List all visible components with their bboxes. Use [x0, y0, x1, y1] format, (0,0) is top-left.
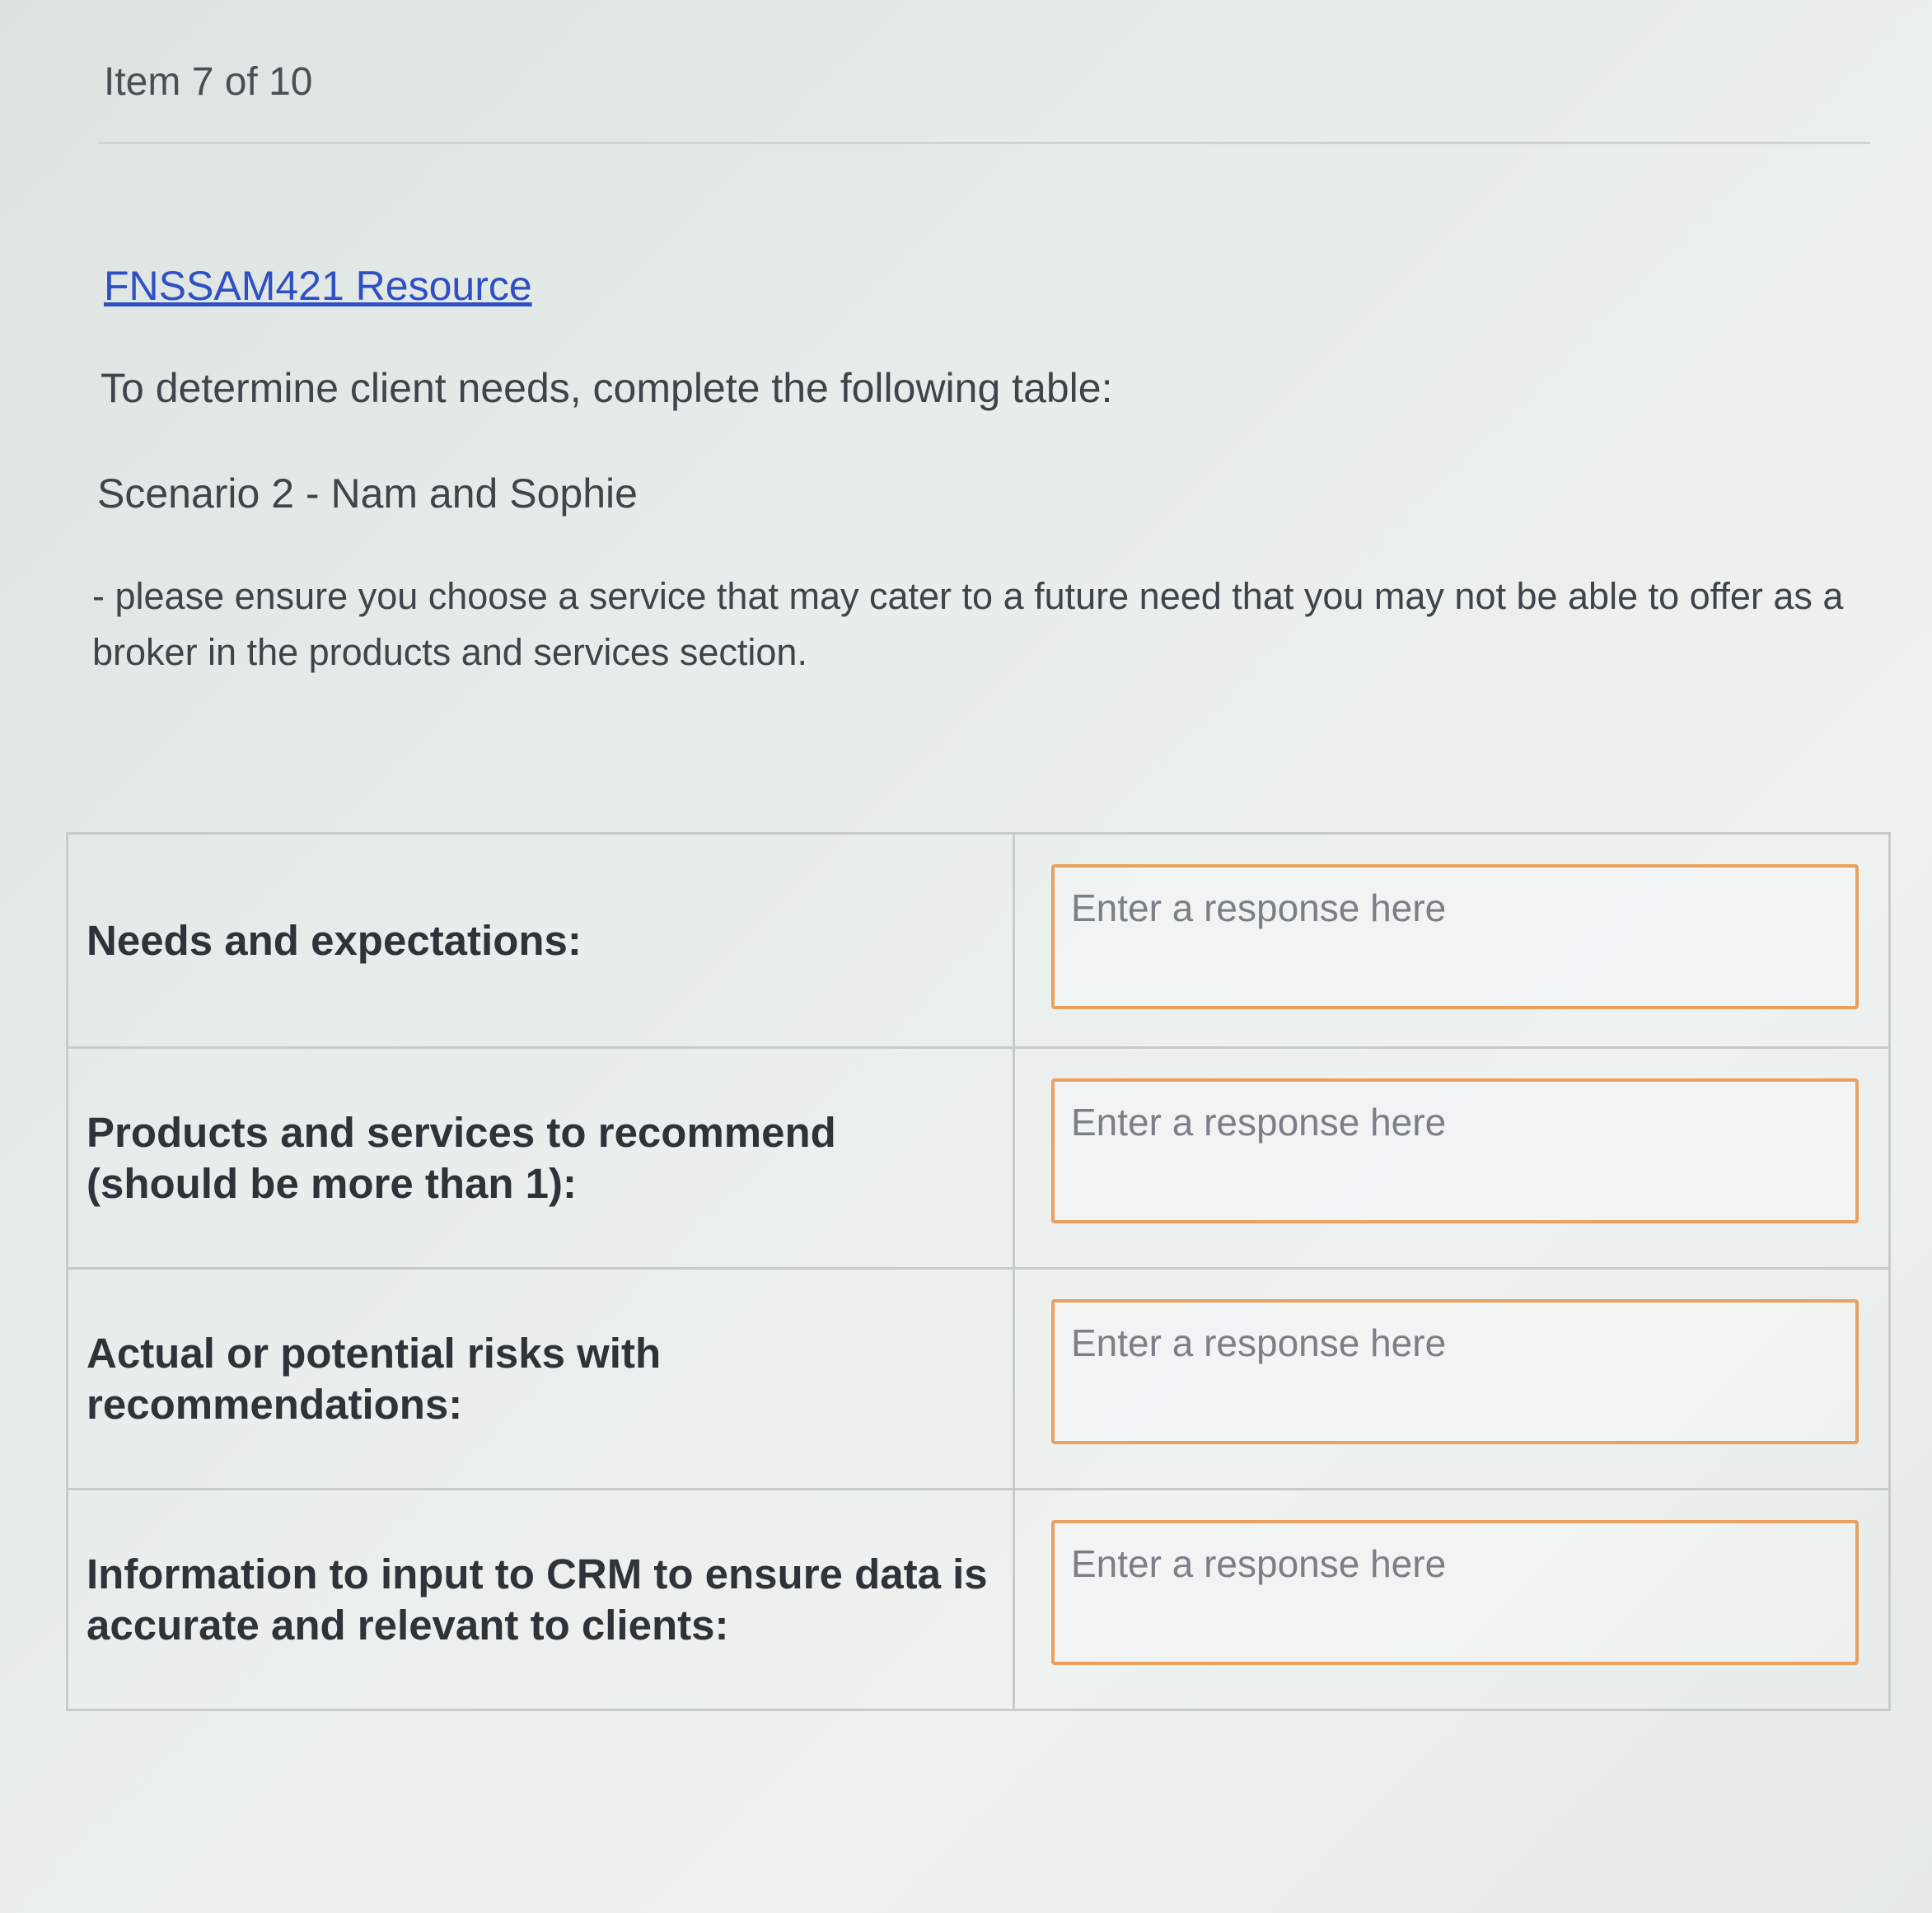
instructions-note: - please ensure you choose a service that may cater to a future need that you may not be able to offer as a broker in the products and services section. [92, 575, 1844, 673]
row-label-products: Products and services to recommend (should be more than 1): [68, 1048, 1014, 1269]
header-divider [99, 142, 1870, 144]
resource-link[interactable]: FNSSAM421 Resource [104, 263, 532, 309]
row-label-risks: Actual or potential risks with recommendations: [68, 1269, 1014, 1490]
table-row [68, 834, 1890, 1048]
input-cell [1014, 834, 1890, 1048]
table-row [68, 1048, 1890, 1269]
item-counter: Item 7 of 10 [104, 60, 313, 104]
risks-response-input[interactable] [1051, 1299, 1859, 1444]
input-cell [1014, 1048, 1890, 1269]
needs-response-input[interactable] [1051, 864, 1859, 1009]
input-cell [1014, 1269, 1890, 1490]
response-table [66, 832, 1891, 1711]
products-response-input[interactable] [1051, 1078, 1859, 1223]
row-label-crm: Information to input to CRM to ensure data is accurate and relevant to clients: [68, 1490, 1014, 1710]
scenario-title: Scenario 2 - Nam and Sophie [97, 470, 638, 517]
crm-response-input[interactable] [1051, 1520, 1859, 1665]
table-row [68, 1490, 1890, 1710]
row-label-needs: Needs and expectations: [68, 834, 1014, 1048]
input-cell [1014, 1490, 1890, 1710]
instructions-text: To determine client needs, complete the following table: [101, 365, 1113, 411]
table-row [68, 1269, 1890, 1490]
